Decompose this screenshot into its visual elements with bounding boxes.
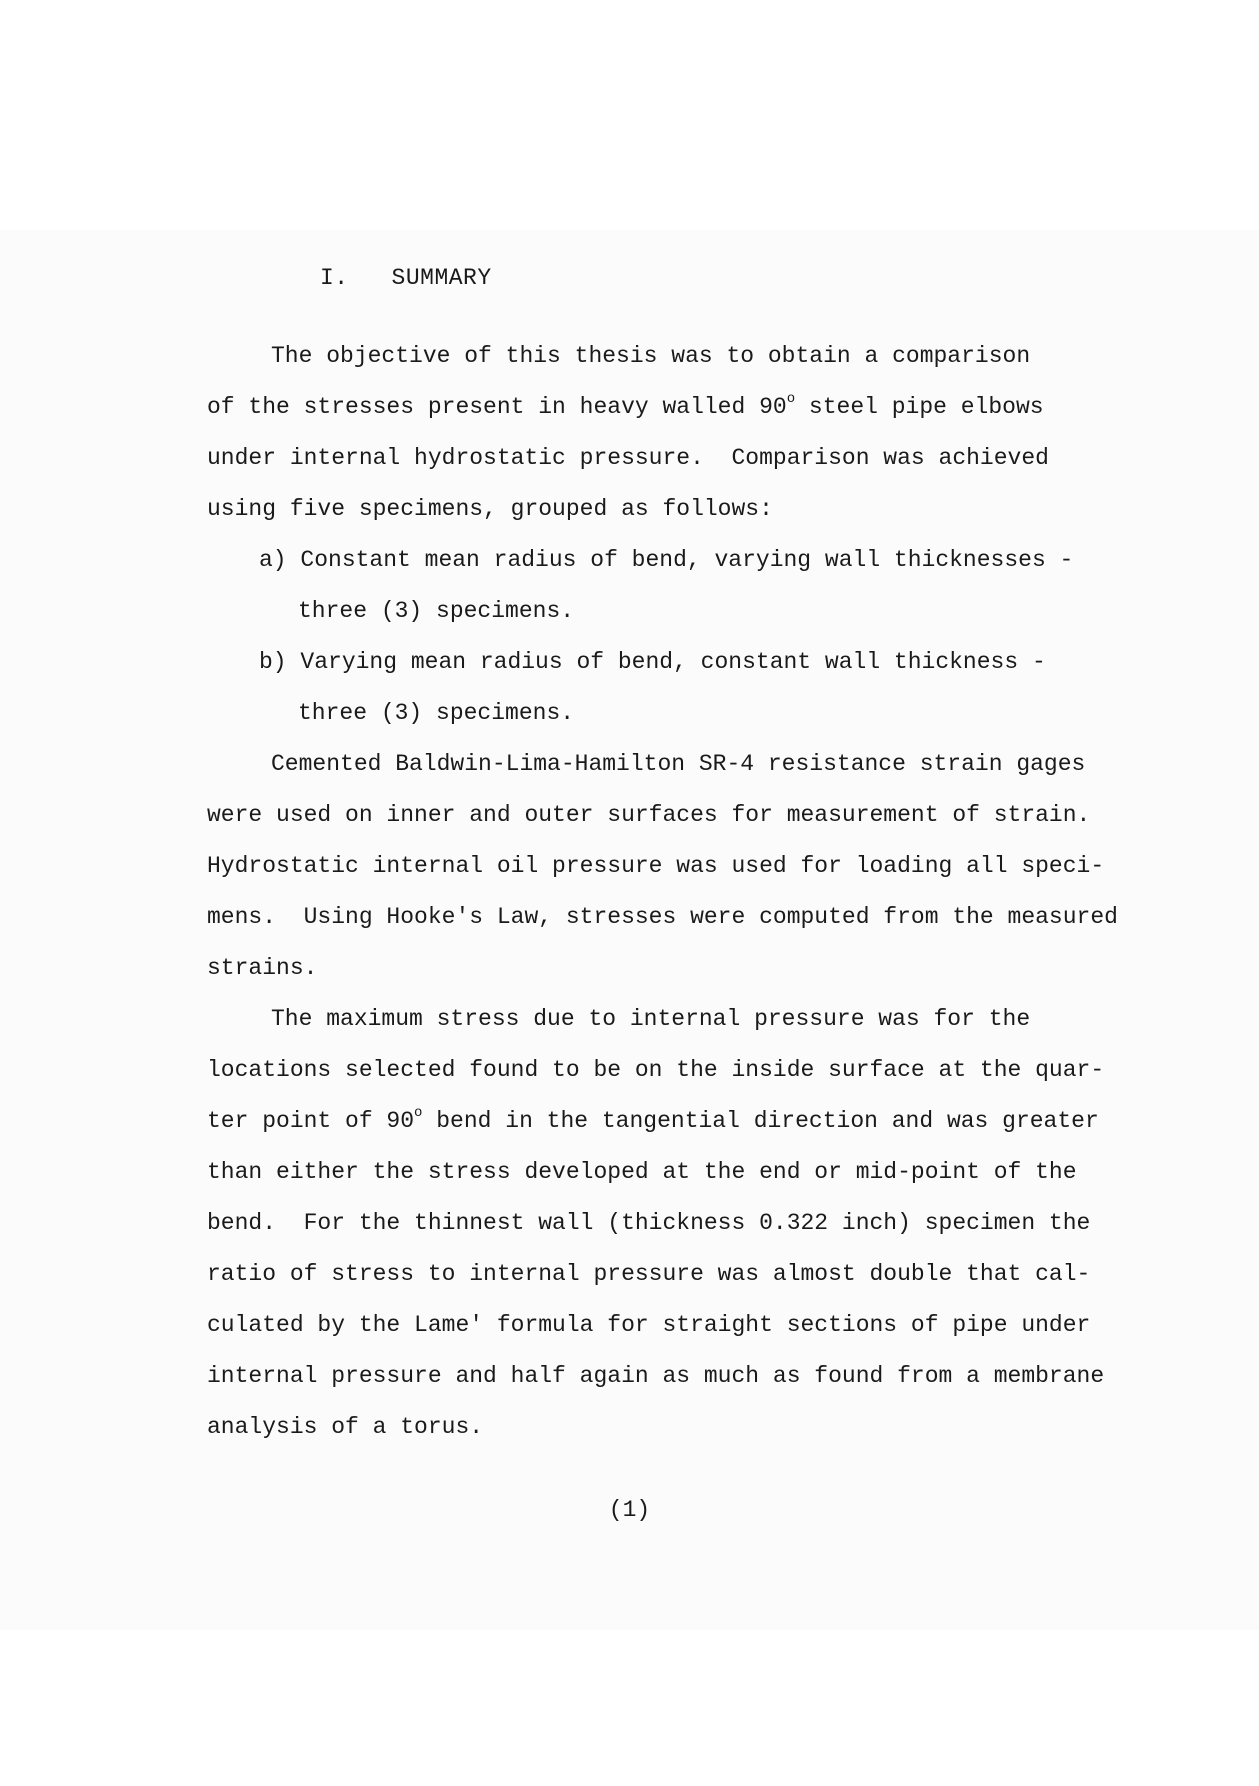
section-heading <box>320 253 492 304</box>
list-item-text: Varying mean radius of bend, constant wall thickness - <box>300 649 1046 675</box>
paragraph-2-line: Hydrostatic internal oil pressure was used for loading all speci- <box>207 853 1105 879</box>
list-marker: a) <box>259 547 287 573</box>
list-item-b <box>207 637 1067 688</box>
paragraph-1-line: using five specimens, grouped as follows: <box>207 496 773 522</box>
section-title: SUMMARY <box>391 265 492 291</box>
paragraph-3-text: ter point of 90 <box>207 1108 415 1134</box>
paragraph-1-line: The objective of this thesis was to obtain a comparison <box>271 343 1031 369</box>
paragraph-1-text: steel pipe elbows <box>795 394 1044 420</box>
paragraph-3-line: analysis of a torus. <box>207 1414 484 1440</box>
list-item-a-continuation: three (3) specimens. <box>298 598 575 624</box>
paragraph-2-line: mens. Using Hooke's Law, stresses were computed from the measured <box>207 904 1118 930</box>
paragraph-2-line: Cemented Baldwin-Lima-Hamilton SR-4 resistance strain gages <box>271 751 1086 777</box>
degree-superscript: o <box>414 1105 423 1122</box>
list-item-b-continuation: three (3) specimens. <box>298 700 575 726</box>
list-item-text: Constant mean radius of bend, varying wall thicknesses - <box>300 547 1074 573</box>
paragraph-3-line: ratio of stress to internal pressure was almost double that cal- <box>207 1261 1091 1287</box>
summary-body <box>207 331 1118 1453</box>
paragraph-3-text: bend in the tangential direction and was greater <box>422 1108 1099 1134</box>
paragraph-3-line: locations selected found to be on the inside surface at the quar- <box>207 1057 1105 1083</box>
list-marker: b) <box>259 649 287 675</box>
list-item-a <box>207 535 1074 586</box>
paragraph-3-line: bend. For the thinnest wall (thickness 0.322 inch) specimen the <box>207 1210 1091 1236</box>
paragraph-1-text: of the stresses present in heavy walled 90 <box>207 394 787 420</box>
paragraph-3-line: internal pressure and half again as much as found from a membrane <box>207 1363 1105 1389</box>
paragraph-2-line: strains. <box>207 955 318 981</box>
section-number: I. <box>320 265 349 291</box>
degree-superscript: o <box>786 391 796 408</box>
paragraph-1-line <box>207 382 1067 433</box>
paragraph-3-line: The maximum stress due to internal pressure was for the <box>271 1006 1031 1032</box>
paragraph-3-line: than either the stress developed at the end or mid-point of the <box>207 1159 1077 1185</box>
paragraph-1-line: under internal hydrostatic pressure. Comparison was achieved <box>207 445 1049 471</box>
page-number: (1) <box>608 1497 651 1523</box>
paragraph-3-line <box>207 1096 1099 1147</box>
paragraph-2-line: were used on inner and outer surfaces for measurement of strain. <box>207 802 1091 828</box>
paragraph-3-line: culated by the Lame' formula for straight sections of pipe under <box>207 1312 1091 1338</box>
